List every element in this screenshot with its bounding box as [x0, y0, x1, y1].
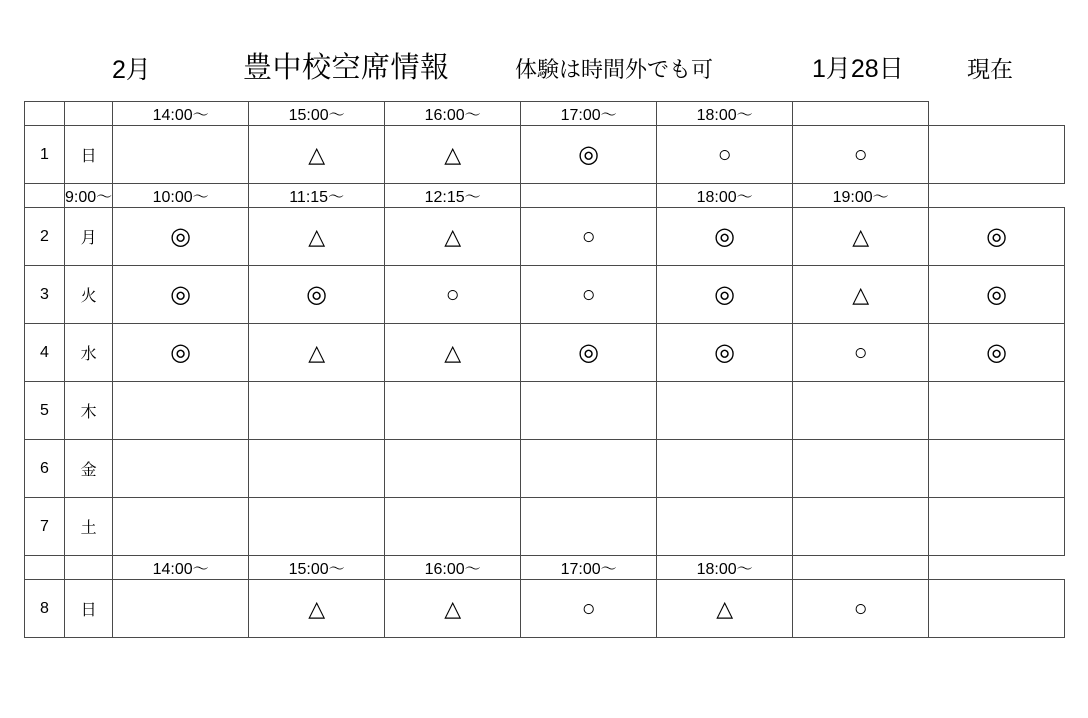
- availability-cell: [249, 266, 385, 324]
- availability-mark-icon: ◎: [170, 222, 192, 250]
- availability-mark-icon: ○: [581, 595, 596, 621]
- time-slot-label: 17:00〜: [521, 102, 657, 126]
- time-slot-empty: [521, 184, 657, 208]
- row-weekday: 火: [65, 266, 113, 324]
- time-slot-empty: [65, 102, 113, 126]
- availability-cell-closed: [249, 440, 385, 498]
- availability-cell: [113, 324, 249, 382]
- header-note: 体験は時間外でも可: [515, 57, 714, 82]
- availability-cell: [793, 324, 929, 382]
- availability-mark-icon: △: [444, 595, 462, 621]
- page-title: 豊中校空席情報: [243, 52, 450, 84]
- availability-cell: [385, 126, 521, 184]
- availability-cell: [249, 580, 385, 638]
- row-date-number: 4: [25, 324, 65, 382]
- time-slot-label: 14:00〜: [113, 102, 249, 126]
- availability-cell: [385, 580, 521, 638]
- availability-cell-closed: [929, 126, 1065, 184]
- availability-cell-closed: [113, 126, 249, 184]
- availability-cell: [385, 266, 521, 324]
- availability-cell-closed: [113, 498, 249, 556]
- table-row: [25, 266, 1065, 324]
- availability-cell-closed: [521, 498, 657, 556]
- availability-mark-icon: ○: [853, 141, 868, 167]
- availability-mark-icon: ◎: [714, 338, 736, 366]
- availability-mark-icon: ○: [853, 339, 868, 365]
- availability-cell: [929, 324, 1065, 382]
- availability-mark-icon: ○: [581, 281, 596, 307]
- availability-mark-icon: △: [308, 339, 326, 365]
- row-date-number: 5: [25, 382, 65, 440]
- availability-table: [24, 101, 1065, 638]
- availability-cell-closed: [929, 440, 1065, 498]
- table-row: [25, 208, 1065, 266]
- table-row: [25, 498, 1065, 556]
- availability-mark-icon: ◎: [578, 140, 600, 168]
- header-month: 2月: [112, 56, 151, 84]
- availability-cell: [521, 266, 657, 324]
- row-date-number: 6: [25, 440, 65, 498]
- availability-cell: [521, 126, 657, 184]
- availability-mark-icon: ○: [853, 595, 868, 621]
- availability-cell-closed: [521, 440, 657, 498]
- availability-mark-icon: ○: [717, 141, 732, 167]
- availability-mark-icon: △: [852, 281, 870, 307]
- time-slot-empty: [793, 556, 929, 580]
- table-row: [25, 580, 1065, 638]
- availability-mark-icon: ◎: [986, 222, 1008, 250]
- availability-mark-icon: ◎: [986, 280, 1008, 308]
- availability-cell: [249, 208, 385, 266]
- availability-cell-closed: [521, 382, 657, 440]
- availability-mark-icon: △: [308, 141, 326, 167]
- availability-mark-icon: ○: [581, 223, 596, 249]
- time-header-row: [25, 102, 1065, 126]
- time-slot-label: 18:00〜: [657, 556, 793, 580]
- row-date-number: 7: [25, 498, 65, 556]
- availability-cell: [249, 126, 385, 184]
- availability-mark-icon: ◎: [714, 280, 736, 308]
- time-slot-label: 18:00〜: [657, 102, 793, 126]
- time-slot-label: 11:15〜: [249, 184, 385, 208]
- availability-cell: [657, 580, 793, 638]
- time-slot-empty: [25, 184, 65, 208]
- time-slot-empty: [25, 102, 65, 126]
- availability-cell-closed: [929, 382, 1065, 440]
- time-slot-label: 19:00〜: [793, 184, 929, 208]
- availability-cell: [657, 126, 793, 184]
- availability-cell-closed: [385, 382, 521, 440]
- time-header-row: [25, 556, 1065, 580]
- availability-cell-closed: [385, 498, 521, 556]
- availability-mark-icon: △: [716, 595, 734, 621]
- time-slot-label: 16:00〜: [385, 102, 521, 126]
- time-slot-label: 12:15〜: [385, 184, 521, 208]
- row-date-number: 3: [25, 266, 65, 324]
- availability-cell: [793, 266, 929, 324]
- row-weekday: 水: [65, 324, 113, 382]
- availability-cell-closed: [793, 440, 929, 498]
- availability-cell-closed: [657, 440, 793, 498]
- availability-cell: [657, 208, 793, 266]
- availability-cell: [793, 126, 929, 184]
- time-slot-label: 16:00〜: [385, 556, 521, 580]
- availability-cell: [385, 324, 521, 382]
- availability-mark-icon: ◎: [714, 222, 736, 250]
- availability-cell: [521, 580, 657, 638]
- availability-mark-icon: ◎: [170, 338, 192, 366]
- availability-cell: [929, 208, 1065, 266]
- row-weekday: 木: [65, 382, 113, 440]
- availability-mark-icon: △: [308, 595, 326, 621]
- table-row: [25, 126, 1065, 184]
- availability-cell-closed: [113, 440, 249, 498]
- availability-cell-closed: [249, 498, 385, 556]
- availability-cell-closed: [657, 382, 793, 440]
- table-row: [25, 440, 1065, 498]
- table-row: [25, 382, 1065, 440]
- availability-cell: [793, 580, 929, 638]
- row-weekday: 日: [65, 580, 113, 638]
- time-slot-label: 15:00〜: [249, 556, 385, 580]
- availability-mark-icon: ◎: [578, 338, 600, 366]
- availability-cell: [521, 324, 657, 382]
- row-date-number: 2: [25, 208, 65, 266]
- time-slot-label: 9:00〜: [65, 184, 113, 208]
- time-slot-label: 17:00〜: [521, 556, 657, 580]
- row-weekday: 土: [65, 498, 113, 556]
- table-row: [25, 324, 1065, 382]
- time-slot-label: 15:00〜: [249, 102, 385, 126]
- availability-cell: [657, 266, 793, 324]
- time-slot-empty: [793, 102, 929, 126]
- time-slot-empty: [25, 556, 65, 580]
- availability-mark-icon: ◎: [170, 280, 192, 308]
- availability-cell: [521, 208, 657, 266]
- availability-cell-closed: [929, 580, 1065, 638]
- availability-cell-closed: [793, 498, 929, 556]
- availability-mark-icon: ○: [445, 281, 460, 307]
- row-weekday: 日: [65, 126, 113, 184]
- availability-mark-icon: △: [444, 223, 462, 249]
- availability-cell: [657, 324, 793, 382]
- time-slot-label: 14:00〜: [113, 556, 249, 580]
- page-header: [0, 52, 1088, 94]
- time-slot-label: 10:00〜: [113, 184, 249, 208]
- availability-cell: [113, 208, 249, 266]
- availability-cell-closed: [657, 498, 793, 556]
- availability-cell: [929, 266, 1065, 324]
- row-date-number: 1: [25, 126, 65, 184]
- row-weekday: 金: [65, 440, 113, 498]
- header-date: 1月28日: [812, 55, 904, 83]
- time-slot-label: 18:00〜: [657, 184, 793, 208]
- availability-mark-icon: △: [444, 141, 462, 167]
- header-now-label: 現在: [967, 56, 1013, 82]
- availability-cell-closed: [793, 382, 929, 440]
- availability-cell: [113, 266, 249, 324]
- availability-mark-icon: ◎: [986, 338, 1008, 366]
- availability-mark-icon: ◎: [306, 280, 328, 308]
- availability-mark-icon: △: [852, 223, 870, 249]
- availability-cell-closed: [385, 440, 521, 498]
- availability-mark-icon: △: [444, 339, 462, 365]
- availability-cell: [793, 208, 929, 266]
- availability-cell-closed: [249, 382, 385, 440]
- time-slot-empty: [65, 556, 113, 580]
- availability-cell-closed: [113, 382, 249, 440]
- availability-cell: [385, 208, 521, 266]
- availability-cell: [249, 324, 385, 382]
- availability-mark-icon: △: [308, 223, 326, 249]
- time-header-row: [25, 184, 1065, 208]
- row-weekday: 月: [65, 208, 113, 266]
- availability-cell-closed: [113, 580, 249, 638]
- row-date-number: 8: [25, 580, 65, 638]
- availability-cell-closed: [929, 498, 1065, 556]
